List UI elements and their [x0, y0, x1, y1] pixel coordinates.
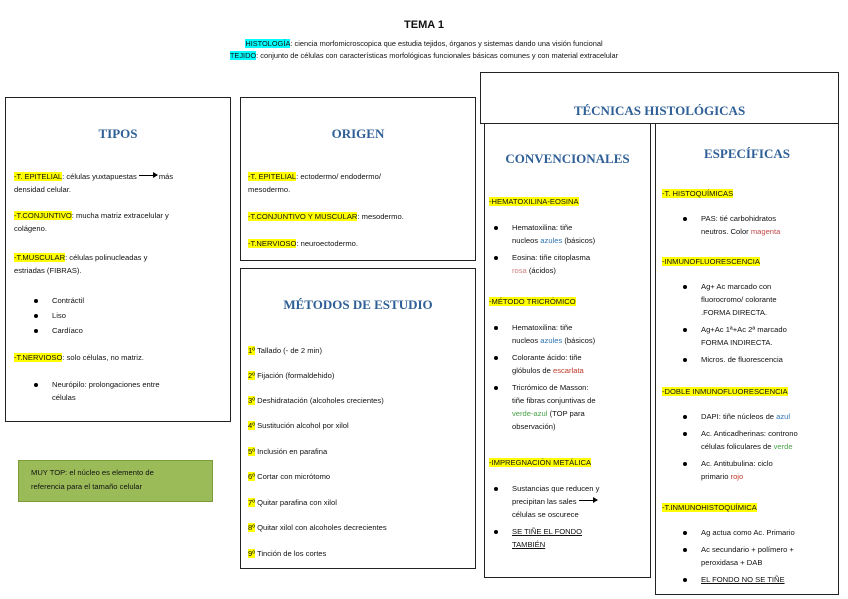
he-list: [512, 221, 648, 277]
list-item: Hematoxilina: tiñe nucleos azules (básicos): [512, 321, 650, 347]
tipos-muscular: -T.MUSCULAR: células polinucleadas y estriadas (FIBRAS).: [14, 253, 148, 275]
list-item: Hematoxilina: tiñe nucleos azules (básicos): [512, 221, 648, 247]
convencionales-box: [484, 123, 651, 578]
tecnicas-box: [480, 72, 839, 124]
list-item: Tricrómico de Masson: tiñe fibras conjuntivas de verde-azul (TOP para observación): [512, 381, 650, 433]
origen-epitelial: -T. EPITELIAL: ectodermo/ endodermo/ mesodermo.: [248, 172, 381, 194]
histologia-term: HISTOLOGÍA: [245, 39, 291, 48]
especificas-title: ESPECÍFICAS: [704, 146, 790, 161]
doble-list: [701, 410, 838, 483]
list-item: Colorante ácido: tiñe glóbulos de escarlata: [512, 351, 650, 377]
histoquimicas-list: [701, 212, 836, 238]
tecnicas-title: TÉCNICAS HISTOLÓGICAS: [573, 103, 746, 118]
step-item: 7º Quitar parafina con xilol: [248, 498, 337, 507]
tejido-term: TEJIDO: [229, 51, 257, 60]
metodos-title: MÉTODOS DE ESTUDIO: [283, 297, 433, 312]
metodos-box: [240, 268, 476, 569]
list-item: SE TIÑE EL FONDO TAMBIÉN: [512, 525, 650, 551]
page-title: TEMA 1: [404, 19, 444, 31]
histologia-definition: [0, 38, 848, 50]
step-item: 2º Fijación (formaldehido): [248, 371, 335, 380]
list-item: Sustancias que reducen y precipitan las sales células se oscurece: [512, 482, 650, 521]
tipos-box: [5, 97, 231, 422]
step-item: 9º Tinción de los cortes: [248, 549, 327, 558]
inmunohistoquimica-list: [701, 526, 836, 586]
step-item: 4º Sustitución alcohol por xilol: [248, 421, 349, 430]
list-item: Eosina: tiñe citoplasma rosa (ácidos): [512, 251, 648, 277]
list-item: Micros. de fluorescencia: [701, 353, 836, 366]
origen-nervioso: -T.NERVIOSO: neuroectodermo.: [248, 239, 359, 248]
list-item: Neurópilo: prolongaciones entre células: [52, 380, 160, 402]
note-line-2: referencia para el tamaño celular: [31, 482, 143, 491]
list-item: Ag+ Ac marcado con fluorocromo/ colorante .FORMA DIRECTA.: [701, 280, 836, 319]
origen-box: [240, 97, 476, 261]
step-item: 3º Deshidratación (alcoholes crecientes): [248, 396, 384, 405]
list-item: Contráctil: [52, 296, 85, 305]
nervioso-list: [52, 378, 160, 404]
tipos-title: TIPOS: [98, 126, 138, 141]
muy-top-note: [18, 460, 213, 502]
list-item: PAS: tié carbohidratos neutros. Color magenta: [701, 212, 836, 238]
arrow-icon: [579, 500, 597, 501]
origen-conjuntivo: -T.CONJUNTIVO Y MUSCULAR: mesodermo.: [248, 212, 404, 221]
histoquimicas-heading: -T. HISTOQUÍMICAS: [662, 189, 734, 198]
list-item: Cardíaco: [52, 326, 83, 335]
tejido-definition: [0, 50, 848, 62]
list-item: DAPI: tiñe núcleos de azul: [701, 410, 838, 423]
list-item: Ac. Antitubulina: ciclo primario rojo: [701, 457, 838, 483]
doble-heading: -DOBLE INMUNOFLUORESCENCIA: [662, 387, 788, 396]
tricromico-list: [512, 321, 650, 433]
step-item: 8º Quitar xilol con alcoholes decrecientes: [248, 523, 387, 532]
impregnacion-heading: -IMPREGNACIÓN METÁLICA: [489, 458, 592, 467]
arrow-icon: [139, 175, 157, 176]
step-item: 1º Tallado (- de 2 min): [248, 346, 322, 355]
list-item: Liso: [52, 309, 84, 322]
inmunofluorescencia-list: [701, 280, 836, 366]
muscular-list: [52, 294, 84, 337]
origen-title: ORIGEN: [331, 126, 385, 141]
especificas-box: [655, 123, 839, 595]
inmunofluorescencia-heading: -INMUNOFLUORESCENCIA: [662, 257, 760, 266]
step-item: 5º Inclusión en parafina: [248, 447, 328, 456]
tipos-epitelial: -T. EPITELIAL: células yuxtapuestas más densidad celular.: [14, 172, 174, 194]
tipos-conjuntivo: -T.CONJUNTIVO: mucha matriz extracelular y colágeno.: [14, 211, 169, 233]
list-item: Ac secundario + polímero + peroxidasa + DAB: [701, 543, 836, 569]
list-item: Ag+Ac 1ª+Ac 2ª marcado FORMA INDIRECTA.: [701, 323, 836, 349]
convencionales-title: CONVENCIONALES: [505, 151, 630, 166]
list-item: Ag actua como Ac. Primario: [701, 526, 836, 539]
tricromico-heading: -MÉTODO TRICRÓMICO: [489, 297, 576, 306]
histologia-text: : ciencia morfomicroscopica que estudia tejidos, órganos y sistemas dando una visión funcional: [290, 39, 603, 48]
tejido-text: : conjunto de células con características morfológicas funcionales básicas comunes y con material extracelular: [256, 51, 619, 60]
list-item: Ac. Anticadherinas: controno células foliculares de verde: [701, 427, 838, 453]
impregnacion-list: [512, 482, 650, 551]
note-line-1: MUY TOP: el núcleo es elemento de: [31, 468, 154, 477]
definitions: [0, 38, 848, 62]
list-item: EL FONDO NO SE TIÑE: [701, 573, 836, 586]
step-item: 6º Cortar con micrótomo: [248, 472, 331, 481]
tipos-nervioso: -T.NERVIOSO: solo células, no matriz.: [14, 353, 144, 362]
inmunohistoquimica-heading: -T.INMUNOHISTOQUÍMICA: [662, 503, 757, 512]
he-heading: -HEMATOXILINA-EOSINA: [489, 197, 579, 206]
